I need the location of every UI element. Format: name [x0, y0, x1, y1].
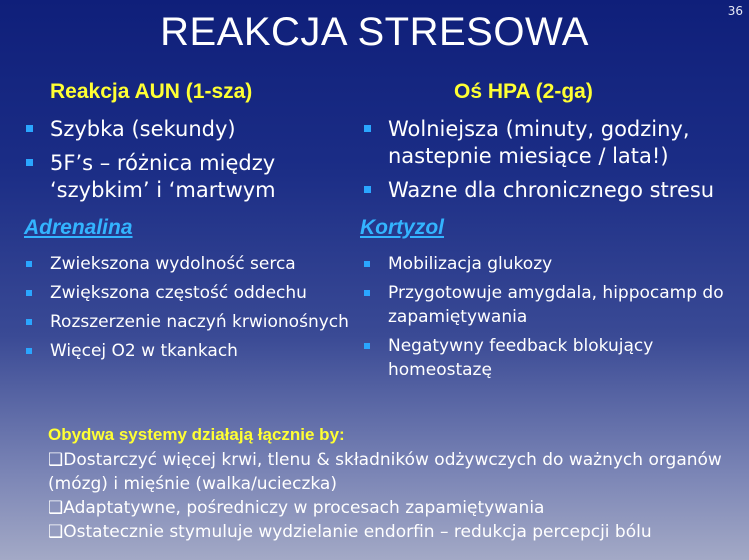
square-bullet-icon [364, 125, 371, 132]
list-item: Wazne dla chronicznego stresu [360, 177, 745, 204]
square-bullet-icon [26, 159, 33, 166]
square-bullet-icon [364, 186, 371, 193]
list-item: ❑Dostarczyć więcej krwi, tlenu & składników odżywczych do ważnych organów (mózg) i mięśnie (walka/ucieczka) [48, 450, 722, 494]
list-item: Szybka (sekundy) [22, 116, 352, 143]
left-main-points [22, 116, 352, 211]
checkbox-icon: ❑ [48, 498, 64, 518]
square-bullet-icon [26, 125, 33, 132]
list-item: ❑Ostatecznie stymuluje wydzielanie endorfin – redukcja percepcji bólu [48, 522, 652, 542]
slide-number: 36 [727, 4, 743, 18]
checkbox-icon: ❑ [48, 522, 64, 542]
list-item: Negatywny feedback blokujący homeostazę [360, 334, 745, 382]
list-item: Wolniejsza (minuty, godziny, nastepnie miesiące / lata!) [360, 116, 745, 170]
square-bullet-icon [26, 261, 32, 267]
square-bullet-icon [26, 319, 32, 325]
right-main-points [360, 116, 745, 211]
list-item: Rozszerzenie naczyń krwionośnych [22, 310, 352, 334]
list-item: Zwiększona częstość oddechu [22, 281, 352, 305]
summary-heading: Obydwa systemy działają łącznie by: [48, 425, 345, 444]
list-item: Zwiekszona wydolność serca [22, 252, 352, 276]
summary-list [48, 448, 738, 544]
checkbox-icon: ❑ [48, 450, 64, 470]
square-bullet-icon [364, 343, 370, 349]
square-bullet-icon [364, 261, 370, 267]
list-item: ❑Adaptatywne, pośredniczy w procesach zapamiętywania [48, 498, 545, 518]
square-bullet-icon [26, 348, 32, 354]
list-item: Więcej O2 w tkankach [22, 339, 352, 363]
kortyzol-heading: Kortyzol [360, 216, 444, 239]
adrenalina-effects-list [22, 252, 352, 368]
slide-title: REAKCJA STRESOWA [160, 10, 589, 54]
list-item: Przygotowuje amygdala, hippocamp do zapamiętywania [360, 281, 745, 329]
right-column-heading: Oś HPA (2-ga) [454, 80, 593, 103]
square-bullet-icon [364, 290, 370, 296]
kortyzol-effects-list [360, 252, 745, 387]
left-column-heading: Reakcja AUN (1-sza) [50, 80, 253, 103]
square-bullet-icon [26, 290, 32, 296]
adrenalina-heading: Adrenalina [24, 216, 133, 239]
list-item: Mobilizacja glukozy [360, 252, 745, 276]
list-item: 5F’s – różnica między ‘szybkim’ i ‘martwym [22, 150, 352, 204]
